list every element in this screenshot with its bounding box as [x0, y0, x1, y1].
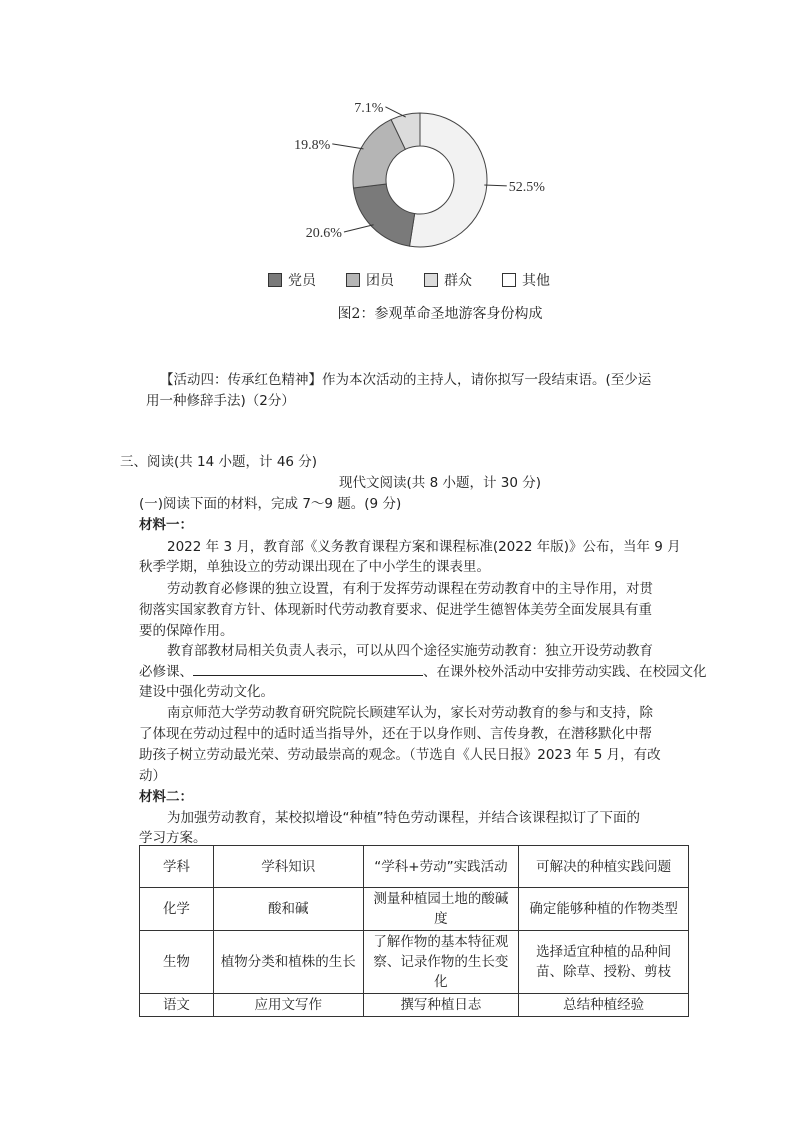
table-cell: 选择适宜种植的品种间苗、除草、授粉、剪枝	[519, 931, 689, 994]
table-cell: 化学	[140, 888, 214, 931]
table-cell: 植物分类和植株的生长	[213, 931, 363, 994]
legend-label: 团员	[366, 273, 394, 289]
legend-label: 群众	[444, 273, 472, 289]
donut-slice-党员	[353, 184, 414, 246]
study-plan-table	[139, 845, 689, 1017]
table-cell: 确定能够种植的作物类型	[519, 888, 689, 931]
material2-p1-line: 为加强劳动教育，某校拟增设“种植”特色劳动课程，并结合该课程拟订了下面的	[167, 810, 640, 826]
table-cell: 应用文写作	[213, 994, 363, 1017]
legend-swatch-icon	[268, 273, 282, 287]
table-header-cell: “学科+劳动”实践活动	[363, 846, 519, 888]
table-cell: 了解作物的基本特征观察、记录作物的生长变化	[363, 931, 519, 994]
section-subheading: 现代文阅读(共 8 小题，计 30 分)	[339, 475, 541, 491]
material1-label: 材料一：	[139, 517, 193, 533]
table-header-cell: 可解决的种植实践问题	[519, 846, 689, 888]
table-header-row	[140, 846, 689, 888]
slice-data-label: 20.6%	[305, 226, 342, 242]
donut-slice-其他	[410, 113, 487, 247]
legend-swatch-icon	[346, 273, 360, 287]
material2-label: 材料二：	[139, 789, 193, 805]
label-leader-line	[385, 107, 405, 117]
legend-item	[346, 270, 394, 290]
material1-p4-line: 动）	[139, 768, 166, 784]
table-cell: 总结种植经验	[519, 994, 689, 1017]
label-leader-line	[344, 225, 374, 232]
material1-p3-after-blank: 、在课外校外活动中安排劳动实践、在校园文化	[423, 664, 707, 680]
chart-legend	[268, 270, 580, 290]
material1-p4-line: 南京师范大学劳动教育研究院院长顾建军认为，家长对劳动教育的参与和支持，除	[167, 705, 653, 721]
material1-p1-line: 2022 年 3 月，教育部《义务教育课程方案和课程标准(2022 年版)》公布，当年 9 月	[167, 539, 681, 555]
table-cell: 撰写种植日志	[363, 994, 519, 1017]
table-cell: 生物	[140, 931, 214, 994]
material1-p3-line: 建设中强化劳动文化。	[139, 684, 274, 700]
question-intro: (一)阅读下面的材料，完成 7～9 题。(9 分)	[139, 496, 402, 512]
legend-swatch-icon	[502, 273, 516, 287]
material1-p2-line: 彻落实国家教育方针、体现新时代劳动教育要求、促进学生德智体美劳全面发展具有重	[139, 602, 652, 618]
legend-label: 党员	[288, 273, 316, 289]
slice-data-label: 7.1%	[354, 100, 384, 116]
material1-p1-line: 秋季学期，单独设立的劳动课出现在了中小学生的课表里。	[139, 559, 490, 575]
material2-p1-line: 学习方案。	[139, 830, 207, 846]
material1-p3-line: 教育部教材局相关负责人表示，可以从四个途径实施劳动教育：独立开设劳动教育	[167, 643, 653, 659]
table-cell: 语文	[140, 994, 214, 1017]
legend-swatch-icon	[424, 273, 438, 287]
legend-item	[424, 270, 472, 290]
table-header-cell: 学科知识	[213, 846, 363, 888]
table-header-cell: 学科	[140, 846, 214, 888]
material1-p2-line: 劳动教育必修课的独立设置，有利于发挥劳动课程在劳动教育中的主导作用，对贯	[167, 581, 653, 597]
section-heading: 三、阅读(共 14 小题，计 46 分)	[120, 454, 318, 470]
table-cell: 测量种植园土地的酸碱度	[363, 888, 519, 931]
slice-data-label: 52.5%	[508, 179, 545, 195]
table-row	[140, 931, 689, 994]
slice-data-label: 19.8%	[294, 137, 331, 153]
legend-item	[268, 270, 316, 290]
label-leader-line	[484, 185, 506, 186]
donut-chart	[0, 0, 794, 270]
activity-line-2: 用一种修辞手法)（2分）	[146, 393, 295, 409]
material1-p4-line: 助孩子树立劳动最光荣、劳动最崇高的观念。（节选自《人民日报》2023 年 5 月，有改	[139, 747, 661, 763]
chart-caption: 图2：参观革命圣地游客身份构成	[337, 306, 543, 322]
material1-p3-before-blank: 必修课、	[139, 664, 193, 680]
material1-p2-line: 要的保障作用。	[139, 623, 234, 639]
fill-in-blank[interactable]	[193, 663, 423, 676]
legend-item	[502, 270, 550, 290]
table-row	[140, 888, 689, 931]
table-row	[140, 994, 689, 1017]
legend-label: 其他	[522, 273, 550, 289]
activity-line-1: 【活动四：传承红色精神】作为本次活动的主持人，请你拟写一段结束语。(至少运	[160, 372, 652, 388]
material1-p4-line: 了体现在劳动过程中的适时适当指导外，还在于以身作则、言传身教，在潜移默化中帮	[139, 726, 652, 742]
label-leader-line	[332, 144, 363, 149]
material1-p3-line2	[139, 662, 707, 683]
table-cell: 酸和碱	[213, 888, 363, 931]
